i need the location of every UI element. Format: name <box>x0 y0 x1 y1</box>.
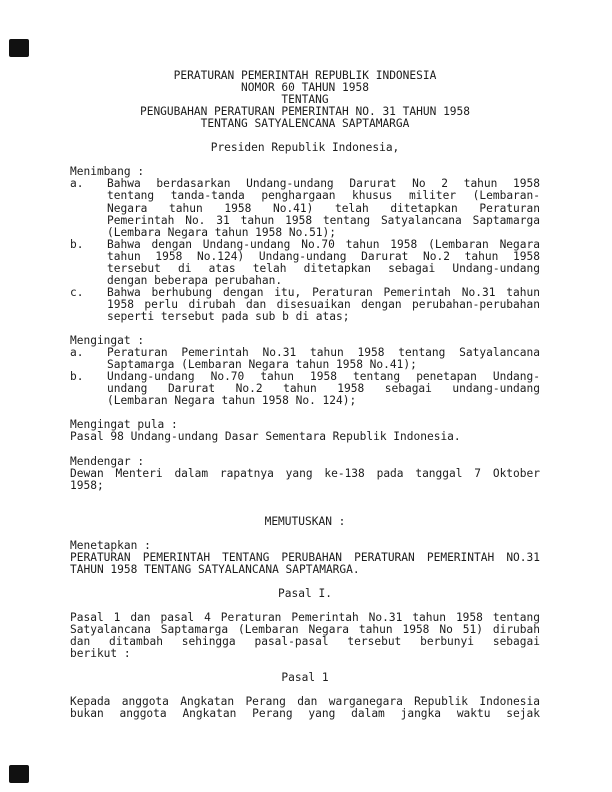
item-marker: b. <box>70 237 84 251</box>
text-line: (Lembara Negara tahun 1958 No.51); <box>107 225 337 239</box>
salutation <box>70 142 540 154</box>
text-line: berikut : <box>70 647 131 661</box>
text-line: Mengingat pula : <box>70 418 178 432</box>
mendengar-label <box>70 456 540 468</box>
text-line: dan ditambah sehingga pasal-pasal tersebut berbunyi sebagai <box>70 635 540 649</box>
text-line: Menetapkan : <box>70 538 151 552</box>
text-line: Kepada anggota Angkatan Perang dan warganegara Republik Indonesia <box>70 695 540 709</box>
mendengar-text <box>70 468 540 492</box>
item-marker: a. <box>70 177 84 191</box>
text-line: Bahwa dengan Undang-undang No.70 tahun 1958 (Lembaran Negara <box>107 237 540 251</box>
menimbang-item-a <box>70 178 540 238</box>
mengingat-pula-text <box>70 431 540 443</box>
text-line: Dewan Menteri dalam rapatnya yang ke-138 pada tanggal 7 Oktober <box>70 466 540 480</box>
mengingat-item-a <box>70 347 540 371</box>
text-line: Saptamarga (Lembaran Negara tahun 1958 No.41); <box>107 358 417 372</box>
text-line: 1958; <box>70 478 104 492</box>
text-line: Mendengar : <box>70 454 145 468</box>
text-line: 1958 perlu dirubah dan disesuaikan dengan perubahan-perubahan <box>107 297 540 311</box>
scan-artifact-bottom-left <box>9 765 29 783</box>
text-line: Pasal 1 dan pasal 4 Peraturan Pemerintah No.31 tahun 1958 tentang <box>70 611 540 625</box>
text-line: bukan anggota Angkatan Perang yang dalam jangka waktu sejak <box>70 707 540 721</box>
text-line: Undang-undang No.70 tahun 1958 tentang penetapan Undang- <box>107 370 540 384</box>
item-marker: c. <box>70 285 84 299</box>
text-line: Pasal I. <box>278 587 332 601</box>
text-line: TENTANG SATYALENCANA SAPTAMARGA <box>200 117 410 131</box>
document-content <box>70 70 540 721</box>
text-line: Bahwa berdasarkan Undang-undang Darurat No 2 tahun 1958 <box>107 177 540 191</box>
text-line: (Lembaran Negara tahun 1958 No. 124); <box>107 394 357 408</box>
text-line: Pasal 98 Undang-undang Dasar Sementara Republik Indonesia. <box>70 430 461 444</box>
text-line: MEMUTUSKAN : <box>264 514 346 528</box>
text-line: Negara tahun 1958 No.41) telah ditetapkan Peraturan <box>107 201 540 215</box>
text-line: Presiden Republik Indonesia, <box>210 141 400 155</box>
text-line: TENTANG <box>281 93 329 107</box>
memutuskan-heading <box>70 516 540 528</box>
text-line: PERATURAN PEMERINTAH TENTANG PERUBAHAN PERATURAN PEMERINTAH NO.31 <box>70 550 540 564</box>
text-line: tersebut di atas telah ditetapkan sebagai Undang-undang <box>107 261 540 275</box>
text-line: NOMOR 60 TAHUN 1958 <box>241 81 369 95</box>
text-line: TAHUN 1958 TENTANG SATYALANCANA SAPTAMARGA. <box>70 562 360 576</box>
text-line: PERATURAN PEMERINTAH REPUBLIK INDONESIA <box>173 69 437 82</box>
text-line: Bahwa berhubung dengan itu, Peraturan Pemerintah No.31 tahun <box>107 285 540 299</box>
pasal-1-text <box>70 696 540 720</box>
pasal-i-heading <box>70 588 540 600</box>
pasal-1-heading <box>70 672 540 684</box>
item-marker: b. <box>70 370 84 384</box>
text-line: Mengingat : <box>70 334 145 348</box>
text-line: Pemerintah No. 31 tahun 1958 tentang Satyalancana Saptamarga <box>107 213 540 227</box>
text-line: tentang tanda-tanda penghargaan khusus militer (Lembaran- <box>107 189 540 203</box>
text-line: Menimbang : <box>70 165 145 179</box>
text-line: Pasal 1 <box>281 671 329 685</box>
scan-artifact-top-left <box>9 39 29 57</box>
text-line: dengan beberapa perubahan. <box>107 273 283 287</box>
title-block <box>70 70 540 130</box>
item-marker: a. <box>70 346 84 360</box>
text-line: Peraturan Pemerintah No.31 tahun 1958 tentang Satyalancana <box>107 346 540 360</box>
text-line: undang Darurat No.2 tahun 1958 sebagai undang-undang <box>107 382 540 396</box>
text-line: PENGUBAHAN PERATURAN PEMERINTAH NO. 31 TAHUN 1958 <box>139 105 471 119</box>
menimbang-item-b <box>70 239 540 287</box>
text-line: seperti tersebut pada sub b di atas; <box>107 309 350 323</box>
pasal-i-text <box>70 612 540 660</box>
menimbang-item-c <box>70 287 540 323</box>
text-line: Satyalancana Saptamarga (Lembaran Negara tahun 1958 No 51) dirubah <box>70 623 540 637</box>
menetapkan-text <box>70 552 540 576</box>
text-line: tahun 1958 No.124) Undang-undang Darurat No.2 tahun 1958 <box>107 249 540 263</box>
mengingat-item-b <box>70 371 540 407</box>
